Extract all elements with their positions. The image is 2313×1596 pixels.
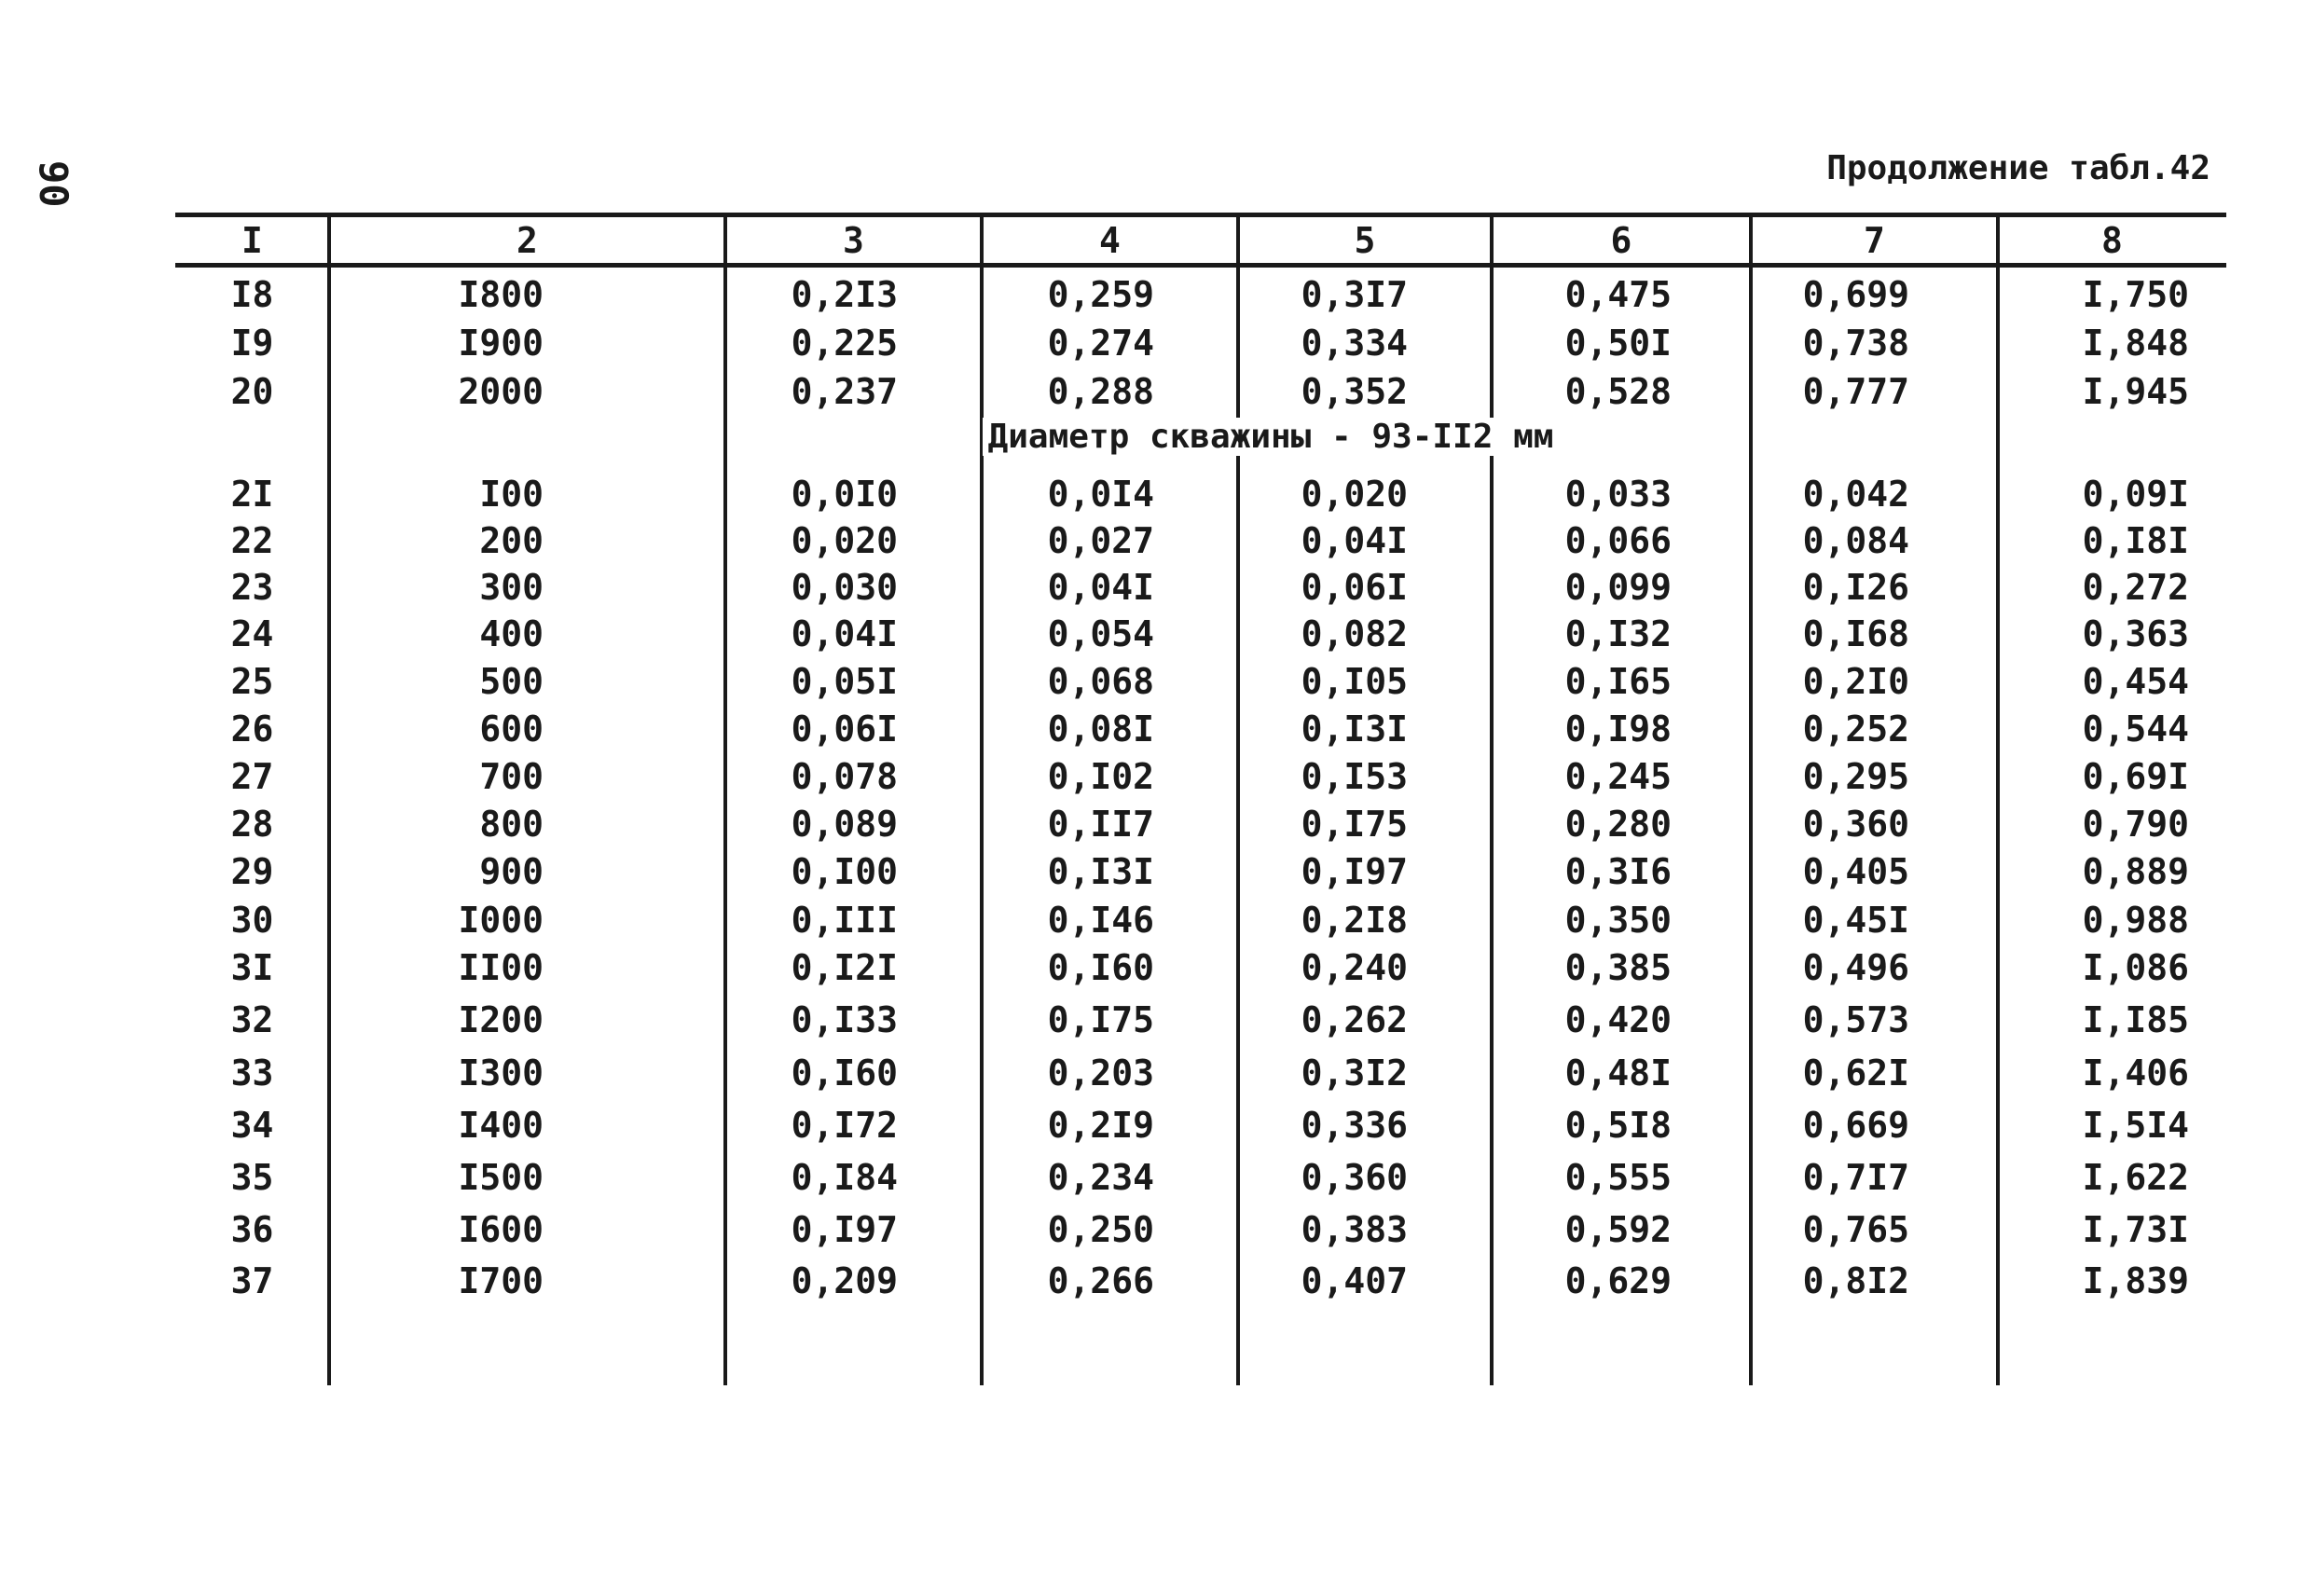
table-cell: 0,066 xyxy=(1564,520,1672,561)
table-cell: 0,I75 xyxy=(1047,999,1154,1040)
table-cell: 0,06I xyxy=(791,709,898,750)
table-cell: 3I xyxy=(230,947,274,988)
table-cell: 0,407 xyxy=(1301,1260,1408,1301)
table-cell: 0,454 xyxy=(2082,661,2189,702)
table-cell: 0,I3I xyxy=(1301,709,1408,750)
table-cell: I600 xyxy=(458,1209,544,1250)
table-cell: 24 xyxy=(230,613,274,654)
table-cell: 0,04I xyxy=(791,613,898,654)
table-cell: 0,I98 xyxy=(1564,709,1672,750)
table-cell: 0,225 xyxy=(791,323,898,364)
table-cell: 0,042 xyxy=(1802,474,1909,515)
table-cell: 0,089 xyxy=(791,804,898,845)
table-cell: 0,237 xyxy=(791,371,898,412)
table-cell: 34 xyxy=(230,1105,274,1146)
table-cell: 0,I60 xyxy=(1047,947,1154,988)
table-cell: 0,I8I xyxy=(2082,520,2189,561)
column-header: 2 xyxy=(516,220,538,261)
table-row xyxy=(175,752,2226,801)
table-cell: 0,288 xyxy=(1047,371,1154,412)
table-cell: 25 xyxy=(230,661,274,702)
table-cell: 0,I72 xyxy=(791,1105,898,1146)
table-cell: 0,I97 xyxy=(791,1209,898,1250)
table-cell: 0,528 xyxy=(1564,371,1672,412)
table-cell: 30 xyxy=(230,900,274,941)
table-cell: 0,280 xyxy=(1564,804,1672,845)
table-cell: 0,2I8 xyxy=(1301,900,1408,941)
table-row xyxy=(175,1205,2226,1254)
table-cell: 0,I68 xyxy=(1802,613,1909,654)
table-cell: 0,234 xyxy=(1047,1157,1154,1198)
table-cell: 0,295 xyxy=(1802,756,1909,797)
table-caption: Продолжение табл.42 xyxy=(1826,149,2210,187)
table-cell: 0,I02 xyxy=(1047,756,1154,797)
table-cell: 0,629 xyxy=(1564,1260,1672,1301)
table-cell: 0,240 xyxy=(1301,947,1408,988)
table-cell: 0,259 xyxy=(1047,274,1154,315)
table-cell: 0,I00 xyxy=(791,851,898,892)
table-row xyxy=(175,657,2226,706)
table-cell: 0,360 xyxy=(1802,804,1909,845)
table-cell: I,73I xyxy=(2082,1209,2189,1250)
table-cell: 0,555 xyxy=(1564,1157,1672,1198)
table-cell: I,622 xyxy=(2082,1157,2189,1198)
table-cell: 0,054 xyxy=(1047,613,1154,654)
table-cell: 27 xyxy=(230,756,274,797)
table-cell: 0,777 xyxy=(1802,371,1909,412)
table-cell: 0,I84 xyxy=(791,1157,898,1198)
table-cell: 0,020 xyxy=(1301,474,1408,515)
table-row xyxy=(175,705,2226,753)
column-header: 6 xyxy=(1610,220,1632,261)
table-row xyxy=(175,1153,2226,1202)
table-cell: 0,2I0 xyxy=(1802,661,1909,702)
table-cell: 600 xyxy=(479,709,544,750)
table-cell: II00 xyxy=(458,947,544,988)
table-cell: 0,272 xyxy=(2082,567,2189,608)
table-cell: 0,III xyxy=(791,900,898,941)
page-number: 90 xyxy=(31,160,76,208)
section-subheader-text: Диаметр скважины - 93-II2 мм xyxy=(983,418,1560,456)
table-row xyxy=(175,610,2226,658)
table-cell: 0,I2I xyxy=(791,947,898,988)
table-cell: 0,334 xyxy=(1301,323,1408,364)
table-cell: I,I85 xyxy=(2082,999,2189,1040)
table-cell: 800 xyxy=(479,804,544,845)
table-cell: 0,336 xyxy=(1301,1105,1408,1146)
table-row xyxy=(175,1257,2226,1305)
table-cell: I300 xyxy=(458,1053,544,1094)
table-cell: 0,350 xyxy=(1564,900,1672,941)
table-cell: 33 xyxy=(230,1053,274,1094)
table-cell: 35 xyxy=(230,1157,274,1198)
table-cell: I,5I4 xyxy=(2082,1105,2189,1146)
table-cell: 0,3I2 xyxy=(1301,1053,1408,1094)
table-row xyxy=(175,470,2226,518)
table-cell: 0,765 xyxy=(1802,1209,1909,1250)
table-cell: 0,2I9 xyxy=(1047,1105,1154,1146)
table-cell: 0,405 xyxy=(1802,851,1909,892)
table-cell: 0,699 xyxy=(1802,274,1909,315)
table-cell: 2000 xyxy=(458,371,544,412)
table-cell: 0,573 xyxy=(1802,999,1909,1040)
table-cell: 0,385 xyxy=(1564,947,1672,988)
table-cell: 2I xyxy=(230,474,274,515)
table-cell: 26 xyxy=(230,709,274,750)
table-cell: I9 xyxy=(230,323,274,364)
column-header: 8 xyxy=(2101,220,2123,261)
table-cell: I,945 xyxy=(2082,371,2189,412)
table-row xyxy=(175,319,2226,367)
table-cell: 0,252 xyxy=(1802,709,1909,750)
table-cell: 0,669 xyxy=(1802,1105,1909,1146)
table-cell: 0,027 xyxy=(1047,520,1154,561)
table-cell: 0,496 xyxy=(1802,947,1909,988)
table-cell: 0,262 xyxy=(1301,999,1408,1040)
table-cell: I,086 xyxy=(2082,947,2189,988)
table-row xyxy=(175,367,2226,416)
table-cell: 22 xyxy=(230,520,274,561)
table-cell: I00 xyxy=(479,474,544,515)
table-row xyxy=(175,1101,2226,1149)
table-cell: 0,62I xyxy=(1802,1053,1909,1094)
table-cell: 200 xyxy=(479,520,544,561)
table-cell: 23 xyxy=(230,567,274,608)
table-cell: 400 xyxy=(479,613,544,654)
table-cell: 0,266 xyxy=(1047,1260,1154,1301)
table-cell: 0,I26 xyxy=(1802,567,1909,608)
table-cell: I,406 xyxy=(2082,1053,2189,1094)
column-header: 5 xyxy=(1354,220,1376,261)
table-cell: 0,45I xyxy=(1802,900,1909,941)
table-cell: 0,04I xyxy=(1301,520,1408,561)
table-cell: 0,363 xyxy=(2082,613,2189,654)
table-cell: I,839 xyxy=(2082,1260,2189,1301)
table-cell: 0,7I7 xyxy=(1802,1157,1909,1198)
table-cell: 0,889 xyxy=(2082,851,2189,892)
table-cell: 0,099 xyxy=(1564,567,1672,608)
table-cell: 0,078 xyxy=(791,756,898,797)
table-row xyxy=(175,270,2226,319)
table-cell: 29 xyxy=(230,851,274,892)
table-cell: 0,I32 xyxy=(1564,613,1672,654)
table-cell: 0,082 xyxy=(1301,613,1408,654)
table-cell: I000 xyxy=(458,900,544,941)
table-cell: 0,I65 xyxy=(1564,661,1672,702)
table-cell: I400 xyxy=(458,1105,544,1146)
table-cell: 0,I05 xyxy=(1301,661,1408,702)
table-row xyxy=(175,943,2226,992)
table-cell: 20 xyxy=(230,371,274,412)
table-cell: 0,738 xyxy=(1802,323,1909,364)
table-cell: 0,033 xyxy=(1564,474,1672,515)
table-cell: 0,I46 xyxy=(1047,900,1154,941)
column-header: 7 xyxy=(1864,220,1885,261)
column-header: 3 xyxy=(843,220,864,261)
data-table xyxy=(175,213,2226,1385)
table-cell: 0,69I xyxy=(2082,756,2189,797)
section-subheader xyxy=(175,418,2226,466)
table-cell: 0,475 xyxy=(1564,274,1672,315)
table-cell: 0,360 xyxy=(1301,1157,1408,1198)
table-row xyxy=(175,896,2226,944)
table-cell: 0,I3I xyxy=(1047,851,1154,892)
table-cell: 0,I75 xyxy=(1301,804,1408,845)
table-cell: I8 xyxy=(230,274,274,315)
table-cell: 0,8I2 xyxy=(1802,1260,1909,1301)
table-cell: 0,084 xyxy=(1802,520,1909,561)
table-cell: 0,08I xyxy=(1047,709,1154,750)
column-header: 4 xyxy=(1099,220,1121,261)
table-cell: 36 xyxy=(230,1209,274,1250)
table-cell: I,848 xyxy=(2082,323,2189,364)
table-cell: I,750 xyxy=(2082,274,2189,315)
table-cell: 0,0I0 xyxy=(791,474,898,515)
table-cell: 0,420 xyxy=(1564,999,1672,1040)
table-cell: 900 xyxy=(479,851,544,892)
table-cell: 0,352 xyxy=(1301,371,1408,412)
table-row xyxy=(175,563,2226,612)
table-row xyxy=(175,800,2226,848)
table-cell: 0,383 xyxy=(1301,1209,1408,1250)
table-cell: 37 xyxy=(230,1260,274,1301)
table-cell: I800 xyxy=(458,274,544,315)
table-cell: 0,3I6 xyxy=(1564,851,1672,892)
table-cell: 0,I97 xyxy=(1301,851,1408,892)
table-cell: 0,06I xyxy=(1301,567,1408,608)
table-cell: 0,I53 xyxy=(1301,756,1408,797)
table-cell: 300 xyxy=(479,567,544,608)
header-row xyxy=(175,217,2226,264)
table-cell: 28 xyxy=(230,804,274,845)
table-cell: 0,245 xyxy=(1564,756,1672,797)
table-cell: 0,3I7 xyxy=(1301,274,1408,315)
table-cell: 0,05I xyxy=(791,661,898,702)
table-cell: 0,988 xyxy=(2082,900,2189,941)
table-cell: 0,04I xyxy=(1047,567,1154,608)
table-cell: 500 xyxy=(479,661,544,702)
table-row xyxy=(175,516,2226,565)
table-cell: 0,48I xyxy=(1564,1053,1672,1094)
table-cell: 0,I33 xyxy=(791,999,898,1040)
table-cell: 0,0I4 xyxy=(1047,474,1154,515)
table-cell: 0,50I xyxy=(1564,323,1672,364)
table-cell: 0,020 xyxy=(791,520,898,561)
table-cell: 32 xyxy=(230,999,274,1040)
table-row xyxy=(175,996,2226,1044)
table-row xyxy=(175,847,2226,896)
table-cell: 0,2I3 xyxy=(791,274,898,315)
column-header: I xyxy=(241,220,263,261)
table-cell: 0,274 xyxy=(1047,323,1154,364)
table-cell: I700 xyxy=(458,1260,544,1301)
table-cell: 0,5I8 xyxy=(1564,1105,1672,1146)
table-cell: 0,I60 xyxy=(791,1053,898,1094)
table-cell: I200 xyxy=(458,999,544,1040)
table-cell: 0,030 xyxy=(791,567,898,608)
table-cell: I500 xyxy=(458,1157,544,1198)
table-cell: 0,790 xyxy=(2082,804,2189,845)
table-cell: 0,068 xyxy=(1047,661,1154,702)
table-cell: 0,592 xyxy=(1564,1209,1672,1250)
table-cell: 0,544 xyxy=(2082,709,2189,750)
table-row xyxy=(175,1049,2226,1097)
table-cell: I900 xyxy=(458,323,544,364)
table-cell: 0,09I xyxy=(2082,474,2189,515)
table-cell: 700 xyxy=(479,756,544,797)
table-cell: 0,209 xyxy=(791,1260,898,1301)
table-cell: 0,250 xyxy=(1047,1209,1154,1250)
table-cell: 0,203 xyxy=(1047,1053,1154,1094)
table-cell: 0,II7 xyxy=(1047,804,1154,845)
